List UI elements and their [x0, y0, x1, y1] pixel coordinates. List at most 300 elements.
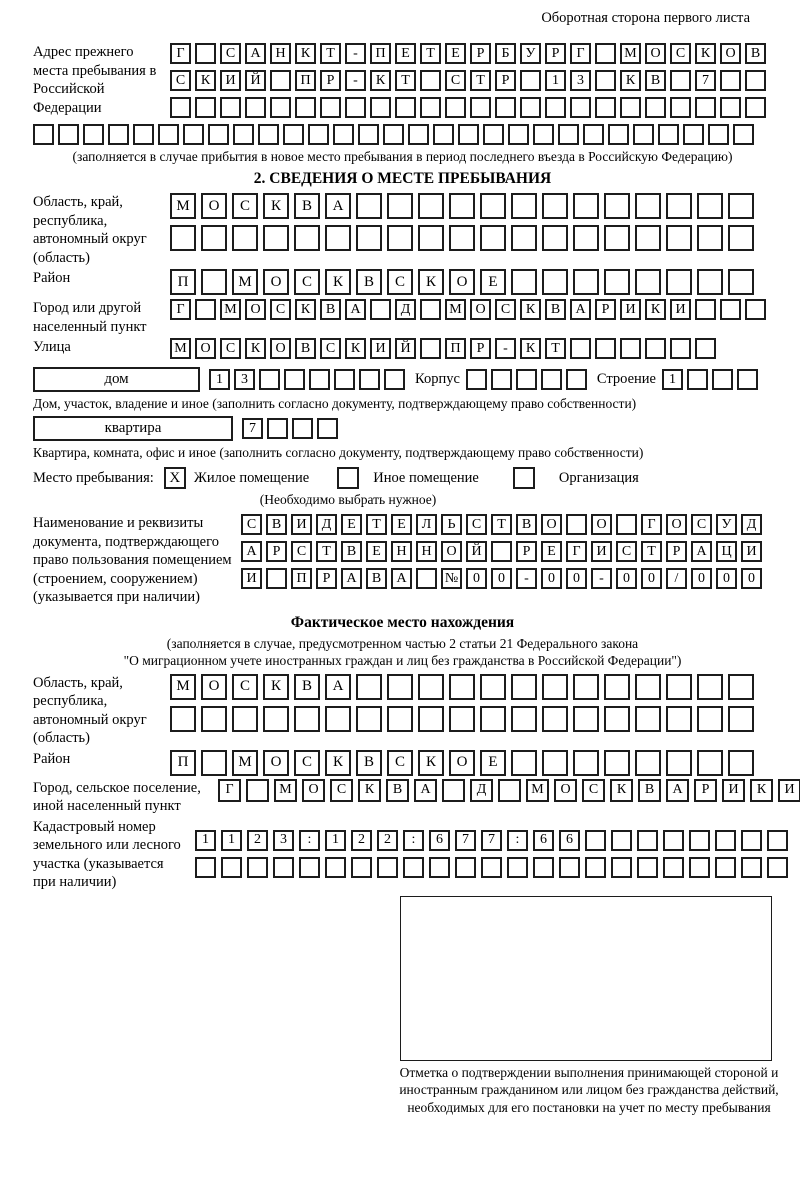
char-cell	[403, 857, 424, 878]
char-cell	[387, 674, 413, 700]
char-cell	[635, 674, 661, 700]
char-cell	[170, 97, 191, 118]
char-cell	[356, 225, 382, 251]
char-cell: А	[414, 779, 437, 802]
char-cell	[170, 225, 196, 251]
char-cell	[333, 124, 354, 145]
char-cell	[370, 299, 391, 320]
char-cell: М	[170, 193, 196, 219]
char-cell: А	[345, 299, 366, 320]
char-cell: О	[541, 514, 562, 535]
char-cell	[745, 70, 766, 91]
char-cell: А	[245, 43, 266, 64]
char-cell: П	[295, 70, 316, 91]
char-cell	[637, 857, 658, 878]
char-cell	[351, 857, 372, 878]
char-cell	[670, 338, 691, 359]
stamp-caption: Отметка о подтверждении выполнения принимающей стороной и иностранным гражданином или лицом без гражданства действий, необходимых для его постановки на учет по месту пребывания	[399, 1064, 779, 1115]
char-cell	[491, 541, 512, 562]
char-cell: С	[445, 70, 466, 91]
street-block	[33, 338, 772, 359]
char-cell	[195, 857, 216, 878]
char-cell: Е	[445, 43, 466, 64]
char-cell	[720, 299, 741, 320]
char-cell	[480, 706, 506, 732]
prev-address-row-1	[170, 43, 766, 64]
char-cell: И	[778, 779, 800, 802]
house-caption: Дом, участок, владение и иное (заполнить согласно документу, подтверждающему право собственности)	[33, 396, 637, 411]
char-cell: К	[520, 299, 541, 320]
char-cell	[728, 269, 754, 295]
document-row-1	[241, 514, 762, 535]
char-cell	[208, 124, 229, 145]
char-cell	[320, 97, 341, 118]
char-cell	[358, 124, 379, 145]
actual-region-cells	[170, 674, 754, 732]
char-cell: К	[325, 269, 351, 295]
char-cell	[645, 97, 666, 118]
char-cell	[566, 369, 587, 390]
char-cell	[604, 674, 630, 700]
char-cell: Е	[341, 514, 362, 535]
char-cell	[741, 830, 762, 851]
char-cell	[733, 124, 754, 145]
char-cell: 6	[533, 830, 554, 851]
char-cell: Г	[170, 299, 191, 320]
char-cell: Е	[395, 43, 416, 64]
char-cell: А	[325, 193, 351, 219]
char-cell	[508, 124, 529, 145]
char-cell: С	[232, 193, 258, 219]
char-cell	[418, 674, 444, 700]
char-cell	[737, 369, 758, 390]
char-cell	[270, 70, 291, 91]
char-cell: В	[638, 779, 661, 802]
apartment-number-cells	[242, 418, 338, 439]
actual-district-cells	[170, 750, 754, 776]
char-cell: О	[245, 299, 266, 320]
char-cell: К	[263, 193, 289, 219]
char-cell	[573, 706, 599, 732]
char-cell: И	[291, 514, 312, 535]
actual-region-block	[33, 674, 772, 748]
char-cell	[604, 193, 630, 219]
char-cell: П	[445, 338, 466, 359]
char-cell: Т	[491, 514, 512, 535]
page-header-note: Оборотная сторона первого листа	[541, 10, 750, 26]
char-cell	[449, 193, 475, 219]
char-cell: Р	[495, 70, 516, 91]
char-cell	[595, 97, 616, 118]
char-cell: К	[345, 338, 366, 359]
char-cell: К	[620, 70, 641, 91]
char-cell	[715, 830, 736, 851]
char-cell: М	[170, 674, 196, 700]
char-cell: Е	[480, 269, 506, 295]
prev-address-row-3	[170, 97, 766, 118]
char-cell	[246, 779, 269, 802]
char-cell: К	[750, 779, 773, 802]
char-cell: В	[356, 269, 382, 295]
char-cell: -	[516, 568, 537, 589]
prev-address-caption: (заполняется в случае прибытия в новое место пребывания в период последнего въезда в Российскую Федерацию)	[72, 149, 733, 164]
checkbox-organization	[513, 467, 535, 489]
char-cell: Й	[395, 338, 416, 359]
char-cell	[309, 369, 330, 390]
char-cell: С	[241, 514, 262, 535]
char-cell: -	[495, 338, 516, 359]
char-cell	[259, 369, 280, 390]
char-cell: 3	[273, 830, 294, 851]
char-cell	[720, 70, 741, 91]
char-cell	[542, 674, 568, 700]
char-cell	[559, 857, 580, 878]
char-cell	[658, 124, 679, 145]
actual-city-row	[218, 779, 800, 802]
char-cell	[498, 779, 521, 802]
char-cell: 7	[242, 418, 263, 439]
char-cell: И	[741, 541, 762, 562]
char-cell: Д	[395, 299, 416, 320]
char-cell: В	[320, 299, 341, 320]
char-cell: 7	[695, 70, 716, 91]
char-cell: К	[520, 338, 541, 359]
cadastral-row-2	[195, 857, 788, 878]
char-cell: А	[570, 299, 591, 320]
char-cell: С	[294, 750, 320, 776]
checkbox-other-premises	[337, 467, 359, 489]
char-cell	[533, 857, 554, 878]
char-cell	[695, 338, 716, 359]
district-block	[33, 269, 772, 295]
char-cell	[418, 706, 444, 732]
char-cell: 1	[195, 830, 216, 851]
char-cell: Т	[395, 70, 416, 91]
char-cell	[670, 97, 691, 118]
char-cell: 0	[566, 568, 587, 589]
char-cell: С	[387, 269, 413, 295]
char-cell: -	[345, 43, 366, 64]
apartment-box: квартира	[33, 416, 233, 441]
city-label: Город или другой населенный пункт	[33, 300, 147, 335]
char-cell: О	[195, 338, 216, 359]
char-cell	[480, 225, 506, 251]
char-cell	[570, 338, 591, 359]
char-cell: Т	[366, 514, 387, 535]
char-cell	[433, 124, 454, 145]
char-cell	[583, 124, 604, 145]
district-label: Район	[33, 270, 71, 286]
char-cell: 0	[491, 568, 512, 589]
char-cell	[325, 857, 346, 878]
char-cell: 2	[351, 830, 372, 851]
char-cell: Н	[391, 541, 412, 562]
stroenie-cells	[662, 369, 758, 390]
char-cell: Р	[545, 43, 566, 64]
char-cell	[666, 225, 692, 251]
char-cell: О	[449, 750, 475, 776]
char-cell: Д	[741, 514, 762, 535]
char-cell	[541, 369, 562, 390]
char-cell	[570, 97, 591, 118]
char-cell: /	[666, 568, 687, 589]
char-cell: :	[507, 830, 528, 851]
char-cell: Т	[470, 70, 491, 91]
prev-address-overflow-row	[33, 124, 772, 145]
char-cell	[695, 97, 716, 118]
char-cell: А	[241, 541, 262, 562]
char-cell: 6	[559, 830, 580, 851]
char-cell: 0	[466, 568, 487, 589]
char-cell: П	[170, 750, 196, 776]
char-cell: О	[302, 779, 325, 802]
char-cell: О	[470, 299, 491, 320]
char-cell: У	[716, 514, 737, 535]
char-cell: Д	[470, 779, 493, 802]
document-cells	[241, 514, 762, 589]
char-cell: А	[691, 541, 712, 562]
char-cell: П	[170, 269, 196, 295]
char-cell	[480, 193, 506, 219]
char-cell: Н	[270, 43, 291, 64]
char-cell: К	[195, 70, 216, 91]
char-cell: С	[291, 541, 312, 562]
stamp-box	[400, 896, 772, 1061]
char-cell	[585, 857, 606, 878]
char-cell	[294, 706, 320, 732]
char-cell: И	[370, 338, 391, 359]
char-cell: Р	[516, 541, 537, 562]
document-row-3	[241, 568, 762, 589]
char-cell: И	[670, 299, 691, 320]
char-cell	[566, 514, 587, 535]
char-cell: 0	[716, 568, 737, 589]
char-cell	[418, 225, 444, 251]
char-cell	[266, 568, 287, 589]
char-cell	[383, 124, 404, 145]
char-cell: К	[645, 299, 666, 320]
char-cell	[616, 514, 637, 535]
char-cell	[620, 338, 641, 359]
char-cell: К	[358, 779, 381, 802]
house-box: дом	[33, 367, 200, 392]
char-cell	[689, 830, 710, 851]
char-cell: В	[386, 779, 409, 802]
char-cell	[455, 857, 476, 878]
char-cell: Р	[266, 541, 287, 562]
char-cell: Ц	[716, 541, 737, 562]
char-cell	[697, 269, 723, 295]
house-row	[33, 367, 772, 392]
char-cell: В	[545, 299, 566, 320]
char-cell: В	[645, 70, 666, 91]
char-cell	[233, 124, 254, 145]
char-cell: Г	[170, 43, 191, 64]
char-cell	[683, 124, 704, 145]
cadastral-block	[33, 818, 772, 892]
char-cell	[608, 124, 629, 145]
char-cell: С	[232, 674, 258, 700]
char-cell: К	[418, 750, 444, 776]
char-cell: Л	[416, 514, 437, 535]
char-cell: М	[274, 779, 297, 802]
char-cell: С	[294, 269, 320, 295]
district-cells	[170, 269, 754, 295]
char-cell: П	[370, 43, 391, 64]
char-cell: С	[220, 338, 241, 359]
char-cell	[158, 124, 179, 145]
char-cell	[295, 97, 316, 118]
char-cell	[573, 269, 599, 295]
char-cell	[670, 70, 691, 91]
char-cell: С	[220, 43, 241, 64]
char-cell: Р	[595, 299, 616, 320]
char-cell: О	[449, 269, 475, 295]
char-cell	[542, 269, 568, 295]
char-cell: В	[745, 43, 766, 64]
char-cell	[666, 193, 692, 219]
char-cell	[697, 750, 723, 776]
char-cell: О	[666, 514, 687, 535]
actual-region-label: Область, край, республика, автономный округ (область)	[33, 674, 147, 746]
char-cell	[416, 568, 437, 589]
char-cell	[545, 97, 566, 118]
char-cell: М	[170, 338, 191, 359]
char-cell	[387, 706, 413, 732]
char-cell	[356, 193, 382, 219]
char-cell: Г	[218, 779, 241, 802]
char-cell	[356, 706, 382, 732]
actual-location-caption-2: "О миграционном учете иностранных граждан и лиц без гражданства в Российской Федерации")	[123, 652, 682, 668]
prev-address-cells	[170, 43, 766, 118]
char-cell	[542, 750, 568, 776]
char-cell	[728, 193, 754, 219]
char-cell: Н	[416, 541, 437, 562]
char-cell	[480, 674, 506, 700]
char-cell: 0	[616, 568, 637, 589]
char-cell	[708, 124, 729, 145]
char-cell	[245, 97, 266, 118]
char-cell	[420, 299, 441, 320]
char-cell	[466, 369, 487, 390]
char-cell: Р	[470, 338, 491, 359]
char-cell	[418, 193, 444, 219]
char-cell: 1	[221, 830, 242, 851]
char-cell: -	[591, 568, 612, 589]
char-cell	[542, 193, 568, 219]
char-cell	[697, 225, 723, 251]
char-cell: К	[370, 70, 391, 91]
char-cell: А	[666, 779, 689, 802]
char-cell: С	[270, 299, 291, 320]
stroenie-label: Строение	[596, 371, 656, 387]
char-cell: Е	[391, 514, 412, 535]
char-cell	[635, 269, 661, 295]
char-cell: В	[295, 338, 316, 359]
char-cell	[317, 418, 338, 439]
char-cell	[720, 97, 741, 118]
street-label: Улица	[33, 339, 71, 355]
char-cell: В	[516, 514, 537, 535]
char-cell	[511, 193, 537, 219]
street-row	[170, 338, 716, 359]
char-cell: А	[391, 568, 412, 589]
char-cell	[637, 830, 658, 851]
char-cell	[507, 857, 528, 878]
actual-district-label: Район	[33, 750, 71, 767]
char-cell	[33, 124, 54, 145]
char-cell	[284, 369, 305, 390]
char-cell	[220, 97, 241, 118]
char-cell	[604, 706, 630, 732]
char-cell	[201, 750, 227, 776]
char-cell	[481, 857, 502, 878]
prev-address-label: Адрес прежнего места пребывания в Российской Федерации	[33, 44, 157, 116]
char-cell	[728, 674, 754, 700]
char-cell	[267, 418, 288, 439]
char-cell: Т	[420, 43, 441, 64]
char-cell	[663, 830, 684, 851]
char-cell	[345, 97, 366, 118]
char-cell	[183, 124, 204, 145]
char-cell: 0	[741, 568, 762, 589]
char-cell: 6	[429, 830, 450, 851]
char-cell	[470, 97, 491, 118]
char-cell	[542, 225, 568, 251]
char-cell	[611, 857, 632, 878]
char-cell: А	[341, 568, 362, 589]
char-cell	[604, 269, 630, 295]
char-cell: 2	[377, 830, 398, 851]
char-cell: В	[294, 674, 320, 700]
char-cell: Б	[495, 43, 516, 64]
region-cells	[170, 193, 754, 251]
apartment-caption: Квартира, комната, офис и иное (заполнить согласно документу, подтверждающему право собственности)	[33, 445, 644, 460]
document-label: Наименование и реквизиты документа, подтверждающего право пользования помещением (строением, сооружением) (указывается при наличии)	[33, 515, 232, 605]
char-cell	[420, 70, 441, 91]
prev-address-block	[33, 43, 772, 118]
char-cell: Т	[320, 43, 341, 64]
char-cell: 0	[641, 568, 662, 589]
char-cell: Р	[316, 568, 337, 589]
char-cell	[449, 706, 475, 732]
char-cell	[712, 369, 733, 390]
char-cell	[247, 857, 268, 878]
char-cell	[511, 674, 537, 700]
char-cell	[370, 97, 391, 118]
actual-region-row-1	[170, 674, 754, 700]
char-cell	[697, 706, 723, 732]
char-cell	[745, 97, 766, 118]
char-cell: С	[320, 338, 341, 359]
char-cell	[294, 225, 320, 251]
char-cell	[666, 269, 692, 295]
char-cell: -	[345, 70, 366, 91]
actual-location-title: Фактическое место нахождения	[290, 613, 515, 631]
char-cell: С	[330, 779, 353, 802]
char-cell: К	[263, 674, 289, 700]
korpus-cells	[466, 369, 587, 390]
char-cell: Й	[466, 541, 487, 562]
char-cell	[728, 225, 754, 251]
char-cell	[420, 97, 441, 118]
char-cell: О	[441, 541, 462, 562]
char-cell	[356, 674, 382, 700]
actual-region-row-2	[170, 706, 754, 732]
char-cell: К	[418, 269, 444, 295]
char-cell	[195, 299, 216, 320]
char-cell: В	[356, 750, 382, 776]
